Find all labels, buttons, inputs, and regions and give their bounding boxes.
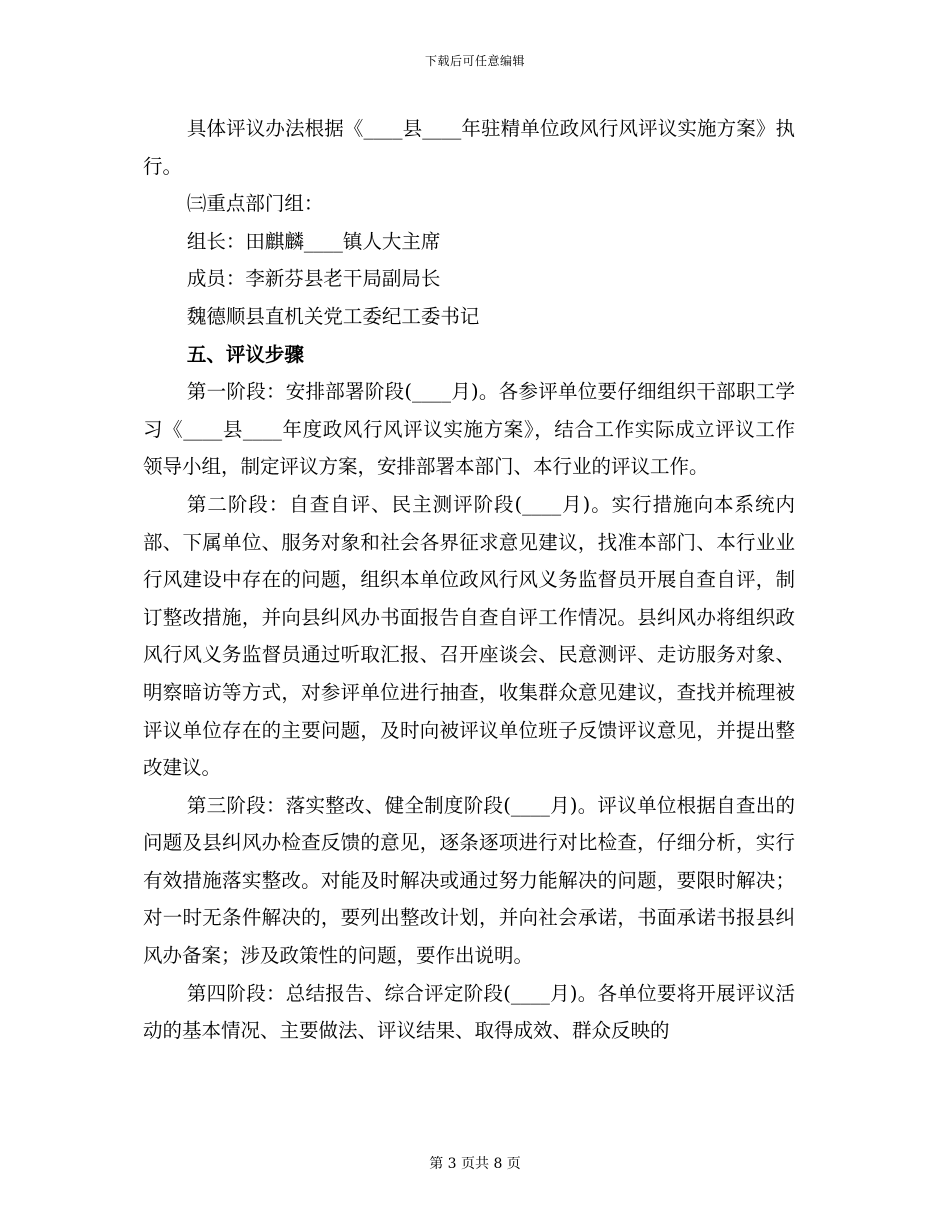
paragraph: 第一阶段：安排部署阶段(____月)。各参评单位要仔细组织干部职工学习《____县____年度政风行风评议实施方案》，结合工作实际成立评议工作领导小组，制定评议方案，安排部署本部门、本行业的评议工作。 (143, 380, 795, 479)
paragraph: ㈢重点部门组： (186, 192, 324, 216)
paragraph: 组长：田麒麟____镇人大主席 (186, 229, 441, 253)
page-header: 下载后可任意编辑 (424, 54, 525, 68)
paragraph: 成员：李新芬县老干局副局长 (186, 267, 441, 291)
page-footer: 第 3 页共 8 页 (429, 1156, 521, 1172)
paragraph: 第二阶段：自查自评、民主测评阶段(____月)。实行措施向本系统内部、下属单位、服务对象和社会各界征求意见建议，找准本部门、本行业业行风建设中存在的问题，组织本单位政风行风义务监督员开展自查自评，制订整改措施，并向县纠风办书面报告自查自评工作情况。县纠风办将组织政风行风义务监督员通过听取汇报、召开座谈会、民意测评、走访服务对象、明察暗访等方式，对参评单位进行抽查，收集群众意见建议，查找并梳理被评议单位存在的主要问题，及时向被评议单位班子反馈评议意见，并提出整改建议。 (143, 492, 795, 780)
document-body (143, 110, 795, 1050)
paragraph: 第四阶段：总结报告、综合评定阶段(____月)。各单位要将开展评议活动的基本情况、主要做法、评议结果、取得成效、群众反映的 (143, 981, 795, 1043)
paragraph: 具体评议办法根据《____县____年驻精单位政风行风评议实施方案》执行。 (143, 117, 795, 178)
paragraph: 魏德顺县直机关党工委纪工委书记 (186, 304, 480, 328)
section-heading: 五、评议步骤 (186, 342, 304, 366)
paragraph: 第三阶段：落实整改、健全制度阶段(____月)。评议单位根据自查出的问题及县纠风办检查反馈的意见，逐条逐项进行对比检查，仔细分析，实行有效措施落实整改。对能及时解决或通过努力能解决的问题，要限时解决；对一时无条件解决的，要列出整改计划，并向社会承诺，书面承诺书报县纠风办备案；涉及政策性的问题，要作出说明。 (143, 793, 795, 968)
